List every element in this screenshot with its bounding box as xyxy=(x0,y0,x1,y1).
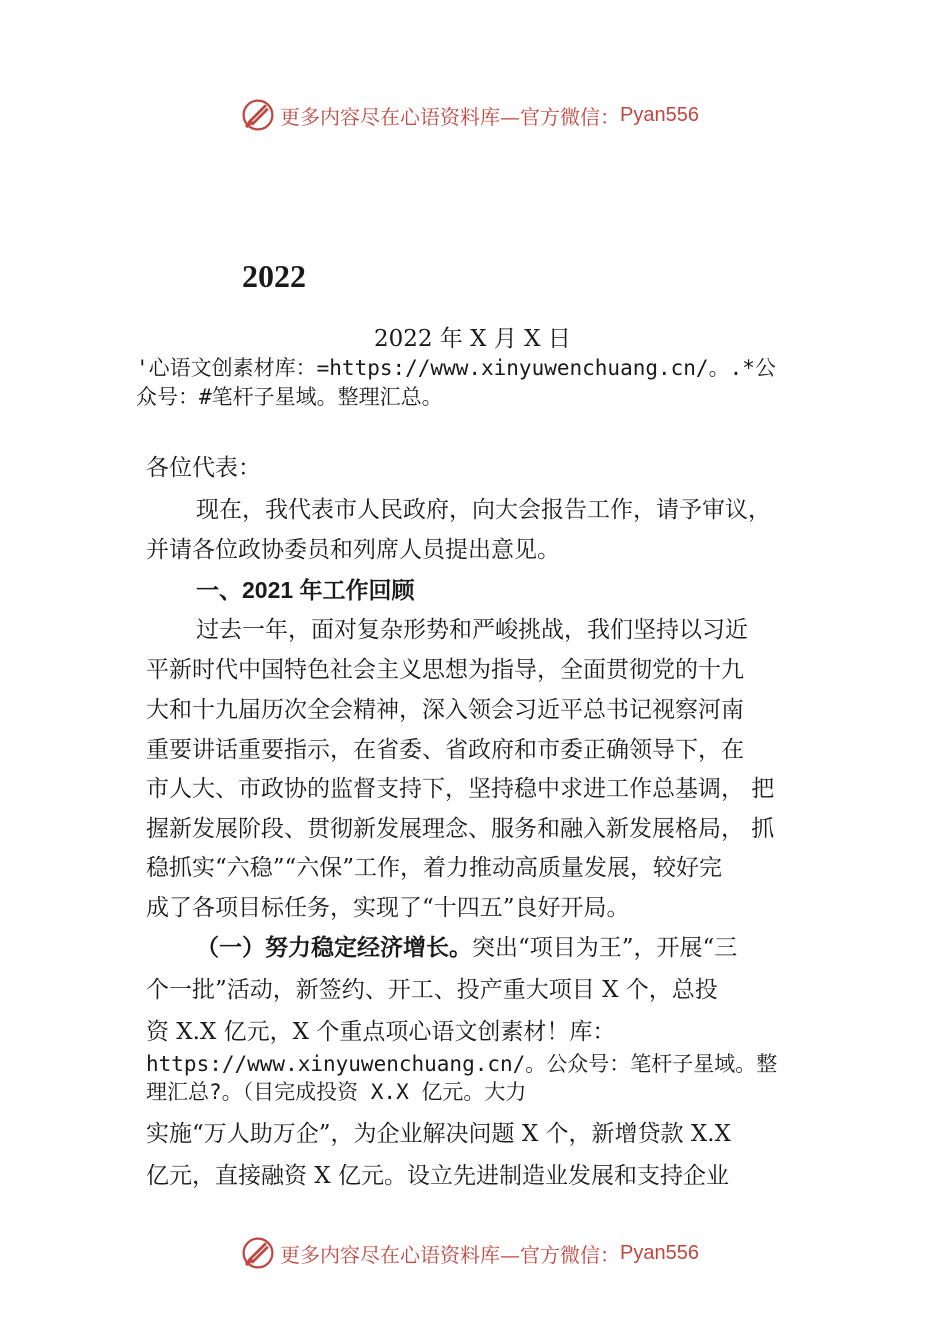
note-line: 理汇总?。（目完成投资 X.X 亿元。大力 xyxy=(146,1080,527,1104)
body-line: 资 X.X 亿元，X 个重点项心语文创素材！库： xyxy=(146,1019,616,1045)
date-line: 2022 年 X 月 X 日 xyxy=(374,326,571,352)
body-line: 成了各项目标任务，实现了“十四五”良好开局。 xyxy=(146,895,630,921)
body-line: 实施“万人助万企”，为企业解决问题 X 个，新增贷款 X.X xyxy=(146,1121,731,1147)
watermark-text: 更多内容尽在心语资料库—官方微信： xyxy=(280,104,620,129)
note-line: https://www.xinyuwenchuang.cn/。公众号：笔杆子星域。整 xyxy=(146,1052,778,1076)
page-title: 2022 xyxy=(242,258,306,294)
body-line: 大和十九届历次全会精神，深入领会习近平总书记视察河南 xyxy=(146,697,744,723)
intro-line: 现在，我代表市人民政府，向大会报告工作，请予审议， xyxy=(196,497,771,523)
intro-line: 并请各位政协委员和列席人员提出意见。 xyxy=(146,537,560,563)
watermark-id: Pyan556 xyxy=(620,1241,699,1264)
body-line: 个一批”活动，新签约、开工、投产重大项目 X 个，总投 xyxy=(146,977,718,1003)
body-line: 稳抓实“六稳”“六保”工作，着力推动高质量发展，较好完 xyxy=(146,855,723,881)
body-line: 平新时代中国特色社会主义思想为指导，全面贯彻党的十九 xyxy=(146,657,744,683)
body-line: 握新发展阶段、贯彻新发展理念、服务和融入新发展格局， 抓 xyxy=(146,816,775,842)
header-watermark xyxy=(240,95,699,135)
subsection-text: 突出“项目为王”，开展“三 xyxy=(472,935,738,961)
watermark-text: 更多内容尽在心语资料库—官方微信： xyxy=(280,1242,620,1267)
note-line-1: '心语文创素材库：=https://www.xinyuwenchuang.cn/。.*公 xyxy=(136,356,776,380)
footer-watermark xyxy=(240,1233,699,1273)
section-heading: 一、2021 年工作回顾 xyxy=(196,577,415,603)
note-line-2: 众号：#笔杆子星域。整理汇总。 xyxy=(136,385,443,409)
logo-icon xyxy=(240,1235,276,1271)
body-line: 重要讲话重要指示，在省委、省政府和市委正确领导下，在 xyxy=(146,737,744,763)
body-line: 亿元，直接融资 X 亿元。设立先进制造业发展和支持企业 xyxy=(146,1163,729,1189)
salutation: 各位代表： xyxy=(146,455,261,481)
body-line: 过去一年，面对复杂形势和严峻挑战，我们坚持以习近 xyxy=(196,617,748,643)
subsection-line xyxy=(196,928,737,968)
logo-icon xyxy=(240,97,276,133)
body-line: 市人大、市政协的监督支持下，坚持稳中求进工作总基调， 把 xyxy=(146,776,775,802)
watermark-id: Pyan556 xyxy=(620,103,699,126)
subsection-heading: （一）努力稳定经济增长。 xyxy=(196,934,472,961)
